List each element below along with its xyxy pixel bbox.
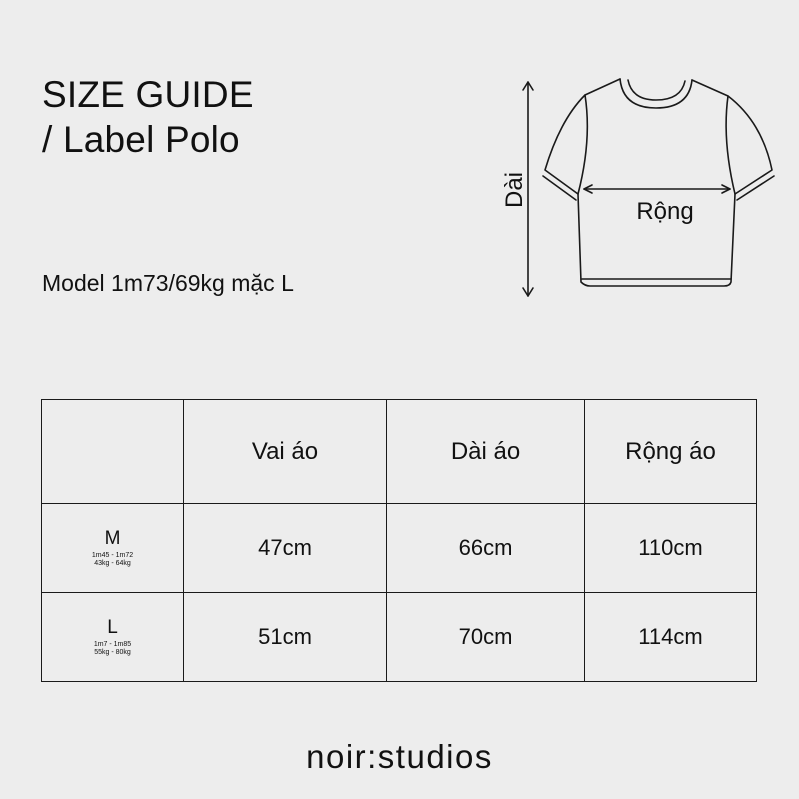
width-label: Rộng <box>636 198 694 225</box>
size-note-weight: 55kg - 80kg <box>94 649 131 656</box>
size-note-height: 1m7 - 1m85 <box>93 641 132 648</box>
size-letter: L <box>107 617 118 638</box>
size-cell-m <box>42 504 184 593</box>
brand-logo-text: noir:studios <box>306 738 493 775</box>
size-table <box>41 399 757 682</box>
size-letter: M <box>104 528 121 549</box>
length-arrow-top <box>523 82 533 90</box>
table-row <box>42 504 757 593</box>
collar-outer <box>620 79 692 108</box>
right-armhole-seam <box>726 96 735 194</box>
collar-inner <box>628 80 685 100</box>
model-note: Model 1m73/69kg mặc L <box>42 270 294 296</box>
value-shoulder: 51cm <box>184 593 387 682</box>
length-arrow-bottom <box>523 288 533 296</box>
value-length: 66cm <box>387 504 585 593</box>
table-row <box>42 593 757 682</box>
shirt-body-outline <box>545 79 772 286</box>
left-cuff-line <box>543 176 576 200</box>
length-label: Dài <box>501 172 528 209</box>
value-width: 114cm <box>585 593 757 682</box>
width-arrow-left <box>584 185 592 193</box>
value-length: 70cm <box>387 593 585 682</box>
page-title <box>42 72 254 162</box>
header-empty-cell <box>42 400 184 504</box>
size-note-weight: 43kg - 64kg <box>94 560 131 567</box>
size-cell-l <box>42 593 184 682</box>
left-armhole-seam <box>578 95 587 194</box>
title-line-2: / Label Polo <box>42 119 240 160</box>
size-note-height: 1m45 - 1m72 <box>91 552 134 559</box>
header-shoulder: Vai áo <box>184 400 387 504</box>
value-shoulder: 47cm <box>184 504 387 593</box>
right-cuff-line <box>737 176 774 200</box>
table-header-row <box>42 400 757 504</box>
width-arrow-right <box>722 185 730 193</box>
value-width: 110cm <box>585 504 757 593</box>
header-width: Rộng áo <box>585 400 757 504</box>
title-line-1: SIZE GUIDE <box>42 74 254 115</box>
header-length: Dài áo <box>387 400 585 504</box>
